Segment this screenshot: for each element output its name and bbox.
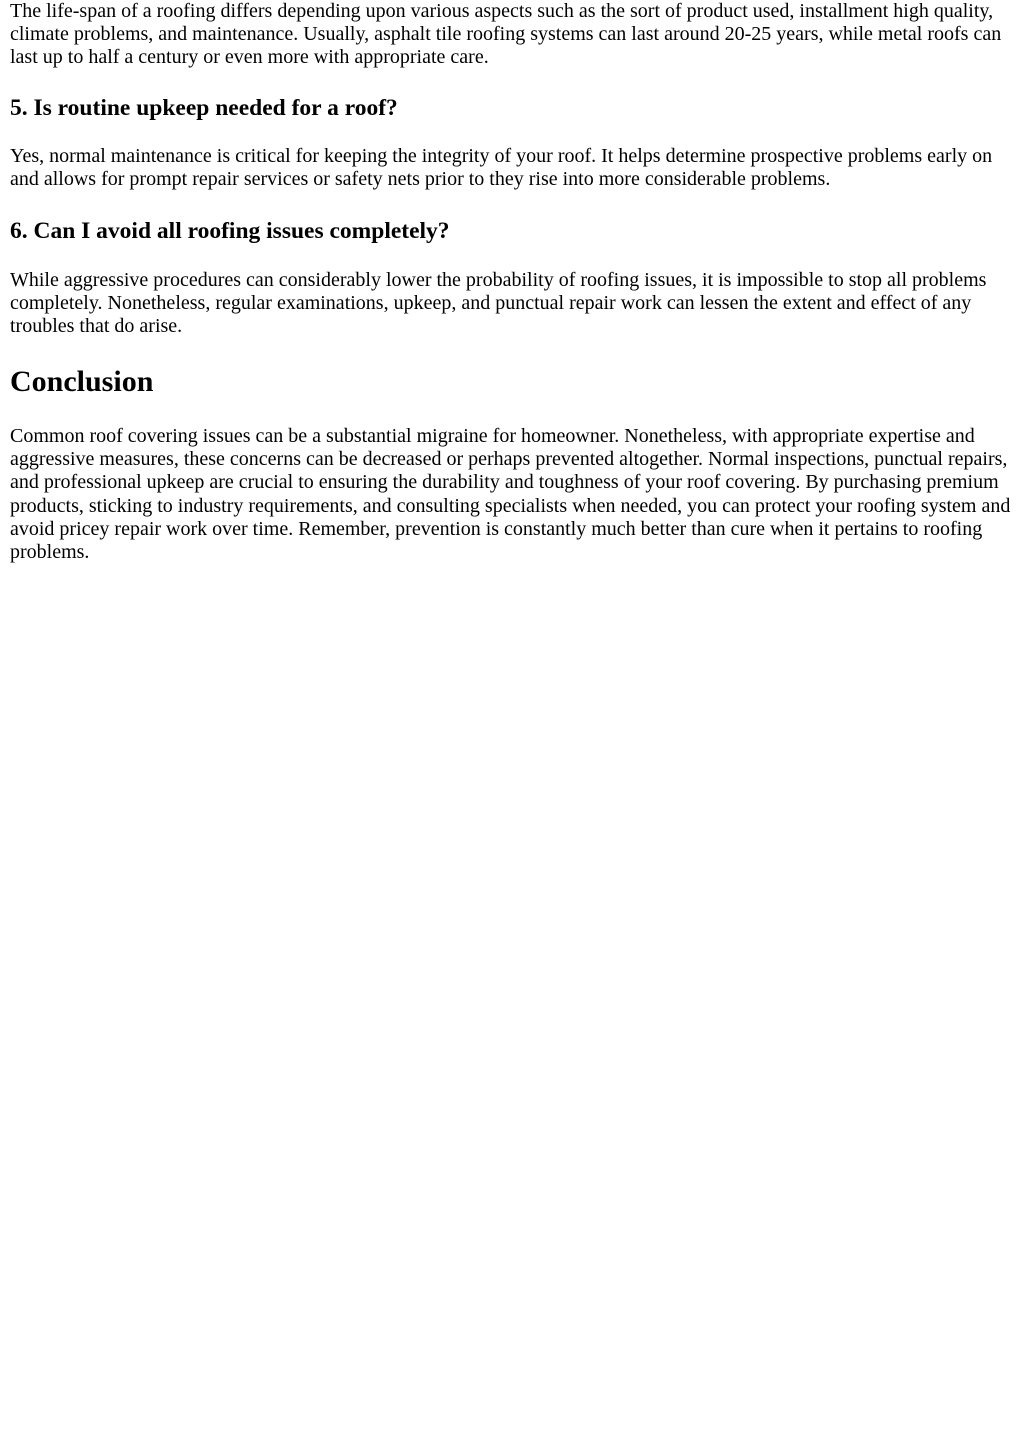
conclusion-paragraph: Common roof covering issues can be a substantial migraine for homeowner. Nonetheless, with appropriate expertise and aggressive measures, these concerns can be decreased or perhaps prevented altogether. Normal inspections, punctual repairs, and professional upkeep are crucial to ensuring the durability and toughness of your roof covering. By purchasing premium products, sticking to industry requirements, and consulting specialists when needed, you can protect your roofing system and avoid pricey repair work over time. Remember, prevention is constantly much better than cure when it pertains to roofing problems. [10, 425, 1011, 564]
faq-answer-6-paragraph: While aggressive procedures can considerably lower the probability of roofing issues, it is impossible to stop all problems completely. Nonetheless, regular examinations, upkeep, and punctual repair work can lessen the extent and effect of any troubles that do arise. [10, 269, 987, 338]
lifespan-paragraph: The life-span of a roofing differs depending upon various aspects such as the sort of product used, installment high quality, climate problems, and maintenance. Usually, asphalt tile roofing systems can last around 20-25 years, while metal roofs can last up to half a century or even more with appropriate care. [10, 0, 1002, 69]
conclusion-heading: Conclusion [10, 365, 154, 398]
faq-answer-5-paragraph: Yes, normal maintenance is critical for keeping the integrity of your roof. It helps determine prospective problems early on and allows for prompt repair services or safety nets prior to they rise into more considerable problems. [10, 145, 993, 191]
faq-question-5-heading: 5. Is routine upkeep needed for a roof? [10, 95, 398, 121]
faq-question-6-heading: 6. Can I avoid all roofing issues completely? [10, 218, 450, 244]
